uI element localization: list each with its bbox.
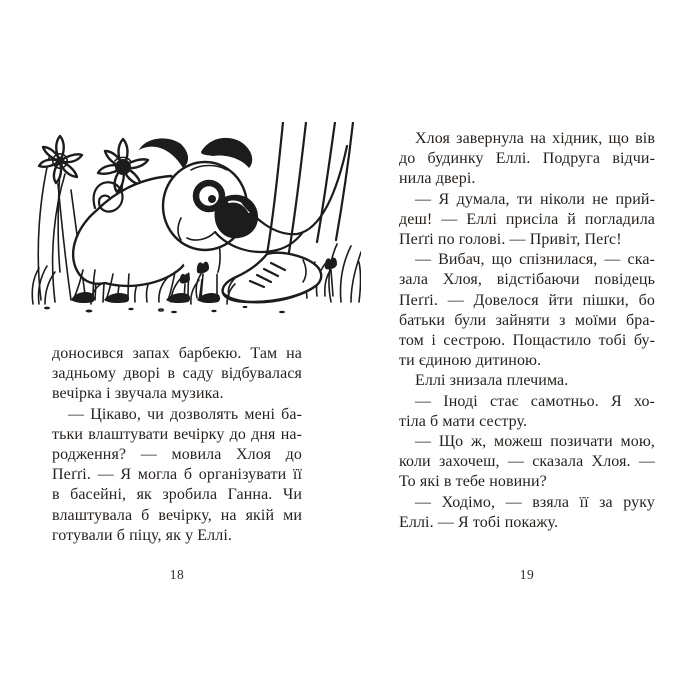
person-leg bbox=[267, 122, 353, 258]
text-line: влаштувала б вечірку, на якій ми bbox=[52, 506, 302, 524]
text-line: Еллі знизала плечима. bbox=[415, 372, 569, 390]
text-line: Пеґґі по голові. — Привіт, Пеґс! bbox=[399, 231, 622, 249]
text-line: Пеґґі. — Я могла б організувати її bbox=[52, 466, 302, 484]
text-line: ти єдиною дитиною. bbox=[399, 352, 542, 370]
text-line: готували б піцу, як у Еллі. bbox=[52, 526, 232, 544]
text-line: — Я думала, ти ніколи не прий- bbox=[415, 190, 655, 208]
daffodil-flowers bbox=[39, 136, 148, 192]
left-page-number: 18 bbox=[169, 567, 185, 582]
left-page-text bbox=[52, 344, 302, 546]
text-line: задньому дворі в саду відбувалася bbox=[52, 365, 302, 383]
text-line: батьки були зайняти з моїми бра- bbox=[399, 311, 655, 329]
pug-walking-illustration bbox=[31, 122, 361, 314]
text-line: — Ходімо, — взяла її за руку bbox=[415, 493, 655, 511]
text-line: тіла б мати сестру. bbox=[399, 412, 528, 430]
text-line: том і сестрою. Пощастило тобі бу- bbox=[399, 332, 655, 350]
text-line: родження? — мовила Хлоя до bbox=[52, 446, 302, 464]
ground-pebbles bbox=[44, 306, 285, 313]
text-line: вечірка і звучала музика. bbox=[52, 385, 224, 403]
text-line: Пеґґі. — Довелося йти пішки, бо bbox=[399, 291, 655, 309]
text-line: коли захочеш, — сказала Хлоя. — bbox=[399, 453, 655, 471]
text-line: — Що ж, можеш позичати мою, bbox=[415, 433, 655, 451]
text-line: тьки влаштувати вечірку до дня на- bbox=[52, 425, 302, 443]
text-line: Хлоя завернула на хідник, що вів bbox=[415, 130, 655, 147]
pug-dog bbox=[71, 138, 258, 303]
text-line: — Цікаво, чи дозволять мені ба- bbox=[68, 405, 302, 423]
right-page-number: 19 bbox=[519, 567, 535, 582]
text-line: нила двері. bbox=[399, 170, 476, 188]
text-line: То які в тебе новини? bbox=[399, 473, 547, 491]
text-line: — Вибач, що спізнилася, — ска- bbox=[415, 251, 655, 269]
text-line: деш! — Еллі присіла й погладила bbox=[399, 210, 655, 228]
text-line: в басейні, як зробила Ганна. Чи bbox=[52, 486, 302, 504]
text-line: Еллі. — Я тобі покажу. bbox=[399, 513, 559, 531]
text-line: — Іноді стає самотньо. Я хо- bbox=[415, 392, 655, 410]
text-line: зала Хлоя, відстібаючи повідець bbox=[399, 271, 655, 289]
text-line: доносився запах барбекю. Там на bbox=[52, 345, 302, 362]
right-page-text bbox=[399, 129, 655, 533]
text-line: до будинку Еллі. Подруга відчи- bbox=[399, 150, 655, 168]
